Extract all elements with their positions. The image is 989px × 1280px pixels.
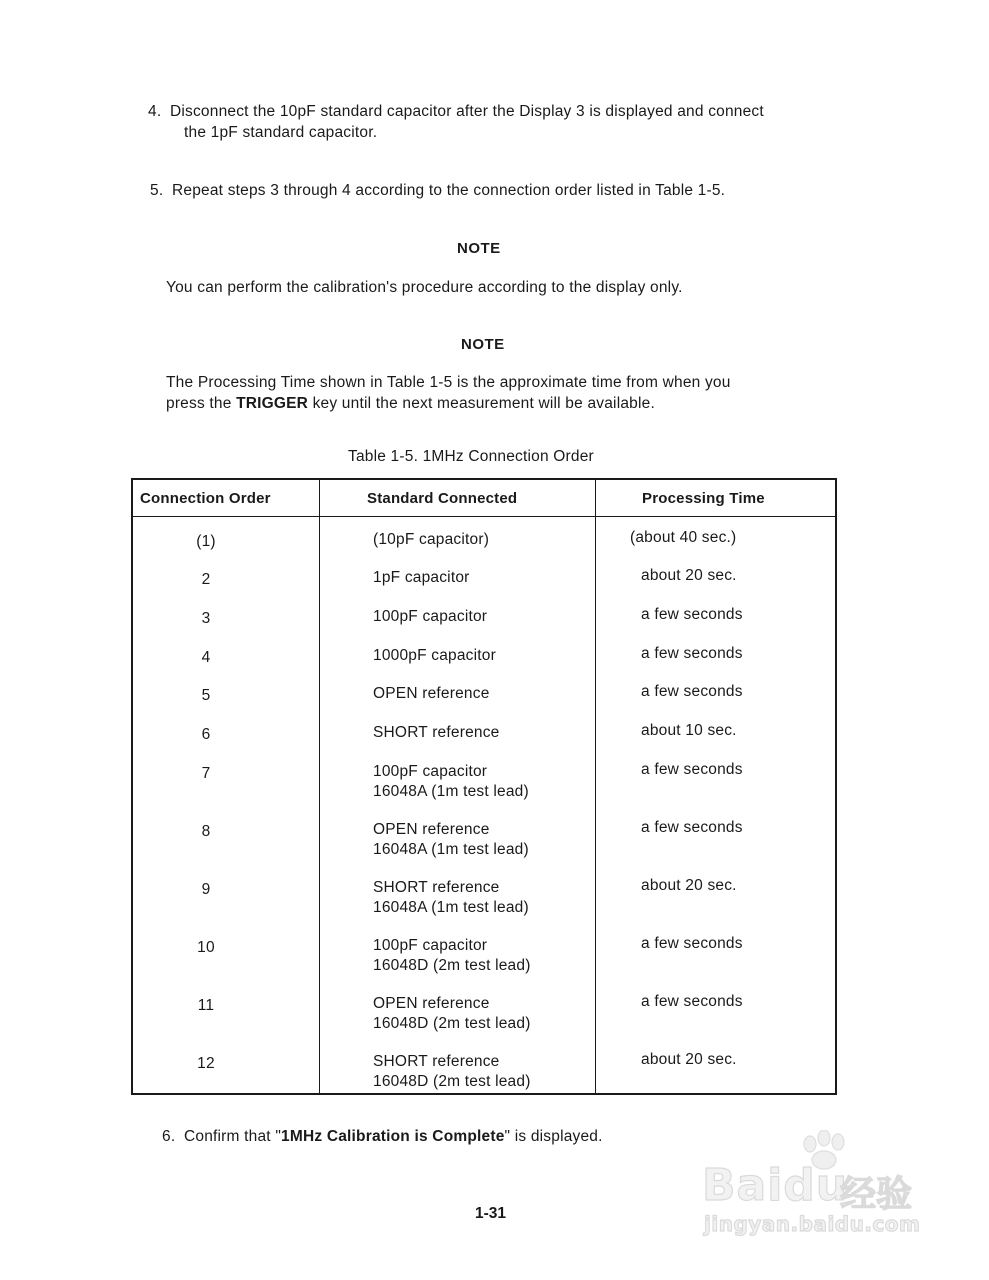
standard-line-1: 100pF capacitor — [373, 608, 488, 625]
row-12-connection-order: 12 — [197, 1055, 215, 1072]
step-6-pre: Confirm that " — [184, 1128, 282, 1145]
row-1-processing-time: (about 40 sec.) — [630, 529, 737, 546]
standard-line-2: 16048D (2m test lead) — [373, 1072, 531, 1090]
note-2-line-2-post: key until the next measurement will be available. — [308, 395, 655, 412]
table-caption: Table 1-5. 1MHz Connection Order — [348, 448, 594, 465]
row-4-standard-connected — [373, 646, 496, 666]
row-12-standard-connected — [373, 1052, 531, 1091]
row-5-standard-connected — [373, 684, 490, 704]
standard-line-1: OPEN reference — [373, 995, 490, 1012]
row-8-processing-time: a few seconds — [641, 819, 743, 836]
row-1-standard-connected — [373, 530, 489, 550]
step-5-text: Repeat steps 3 through 4 according to the connection order listed in Table 1-5. — [172, 182, 726, 199]
row-5-connection-order: 5 — [201, 687, 211, 704]
standard-line-1: OPEN reference — [373, 821, 490, 838]
calibration-complete-message: 1MHz Calibration is Complete — [281, 1128, 505, 1145]
step-5-number: 5. — [150, 182, 164, 199]
standard-line-1: 1000pF capacitor — [373, 647, 496, 664]
step-5 — [150, 180, 725, 201]
row-2-standard-connected — [373, 568, 470, 588]
standard-line-1: 100pF capacitor — [373, 763, 488, 780]
step-4-line-1: Disconnect the 10pF standard capacitor after the Display 3 is displayed and connect — [170, 103, 764, 120]
column-divider — [595, 480, 596, 1093]
row-9-standard-connected — [373, 878, 529, 917]
row-11-processing-time: a few seconds — [641, 993, 743, 1010]
header-divider — [133, 516, 835, 517]
note-1-heading: NOTE — [457, 240, 501, 257]
row-6-processing-time: about 10 sec. — [641, 722, 737, 739]
row-6-standard-connected — [373, 723, 499, 743]
standard-line-1: 100pF capacitor — [373, 937, 488, 954]
row-12-processing-time: about 20 sec. — [641, 1051, 737, 1068]
note-2-heading: NOTE — [461, 336, 505, 353]
row-3-processing-time: a few seconds — [641, 606, 743, 623]
standard-line-1: 1pF capacitor — [373, 569, 470, 586]
step-4-number: 4. — [148, 103, 162, 120]
standard-line-2: 16048A (1m test lead) — [373, 782, 529, 800]
header-standard-connected: Standard Connected — [367, 490, 518, 507]
row-10-connection-order: 10 — [197, 939, 215, 956]
row-8-standard-connected — [373, 820, 529, 859]
note-2-line-2-pre: press the — [166, 395, 237, 412]
note-2-line-2 — [166, 393, 731, 414]
row-5-processing-time: a few seconds — [641, 683, 743, 700]
row-2-processing-time: about 20 sec. — [641, 567, 737, 584]
standard-line-1: OPEN reference — [373, 685, 490, 702]
note-2-line-1: The Processing Time shown in Table 1-5 is the approximate time from when you — [166, 374, 731, 391]
standard-line-1: SHORT reference — [373, 879, 500, 896]
watermark-brand: Baidu — [702, 1160, 849, 1211]
watermark-url: jingyan.baidu.com — [704, 1212, 921, 1236]
standard-line-2: 16048D (2m test lead) — [373, 956, 531, 974]
step-6 — [162, 1126, 603, 1147]
step-4 — [148, 101, 764, 143]
header-connection-order: Connection Order — [140, 490, 271, 507]
page-number: 1-31 — [475, 1205, 507, 1222]
standard-line-2: 16048A (1m test lead) — [373, 840, 529, 858]
standard-line-1: (10pF capacitor) — [373, 531, 490, 548]
row-7-processing-time: a few seconds — [641, 761, 743, 778]
trigger-key-label: TRIGGER — [236, 395, 309, 412]
row-1-connection-order: (1) — [196, 533, 216, 550]
note-2-text — [166, 372, 731, 414]
row-7-standard-connected — [373, 762, 529, 801]
column-divider — [319, 480, 320, 1093]
row-7-connection-order: 7 — [201, 765, 211, 782]
watermark-cn: 经验 — [840, 1174, 913, 1215]
standard-line-2: 16048D (2m test lead) — [373, 1014, 531, 1032]
row-10-standard-connected — [373, 936, 531, 975]
standard-line-1: SHORT reference — [373, 724, 500, 741]
row-10-processing-time: a few seconds — [641, 935, 743, 952]
note-1-text: You can perform the calibration's procedure according to the display only. — [166, 279, 683, 296]
row-3-standard-connected — [373, 607, 487, 627]
step-6-number: 6. — [162, 1128, 176, 1145]
row-2-connection-order: 2 — [201, 571, 211, 588]
header-processing-time: Processing Time — [642, 490, 765, 507]
standard-line-2: 16048A (1m test lead) — [373, 898, 529, 916]
row-3-connection-order: 3 — [201, 610, 211, 627]
row-8-connection-order: 8 — [201, 823, 211, 840]
row-9-connection-order: 9 — [201, 881, 211, 898]
step-6-post: " is displayed. — [504, 1128, 603, 1145]
row-6-connection-order: 6 — [201, 726, 211, 743]
row-11-connection-order: 11 — [197, 997, 215, 1014]
baidu-jingyan-watermark — [700, 1130, 940, 1240]
row-9-processing-time: about 20 sec. — [641, 877, 737, 894]
row-11-standard-connected — [373, 994, 531, 1033]
standard-line-1: SHORT reference — [373, 1053, 500, 1070]
row-4-connection-order: 4 — [201, 649, 211, 666]
row-4-processing-time: a few seconds — [641, 645, 743, 662]
step-4-line-2: the 1pF standard capacitor. — [184, 124, 378, 141]
connection-order-table — [131, 478, 837, 1095]
